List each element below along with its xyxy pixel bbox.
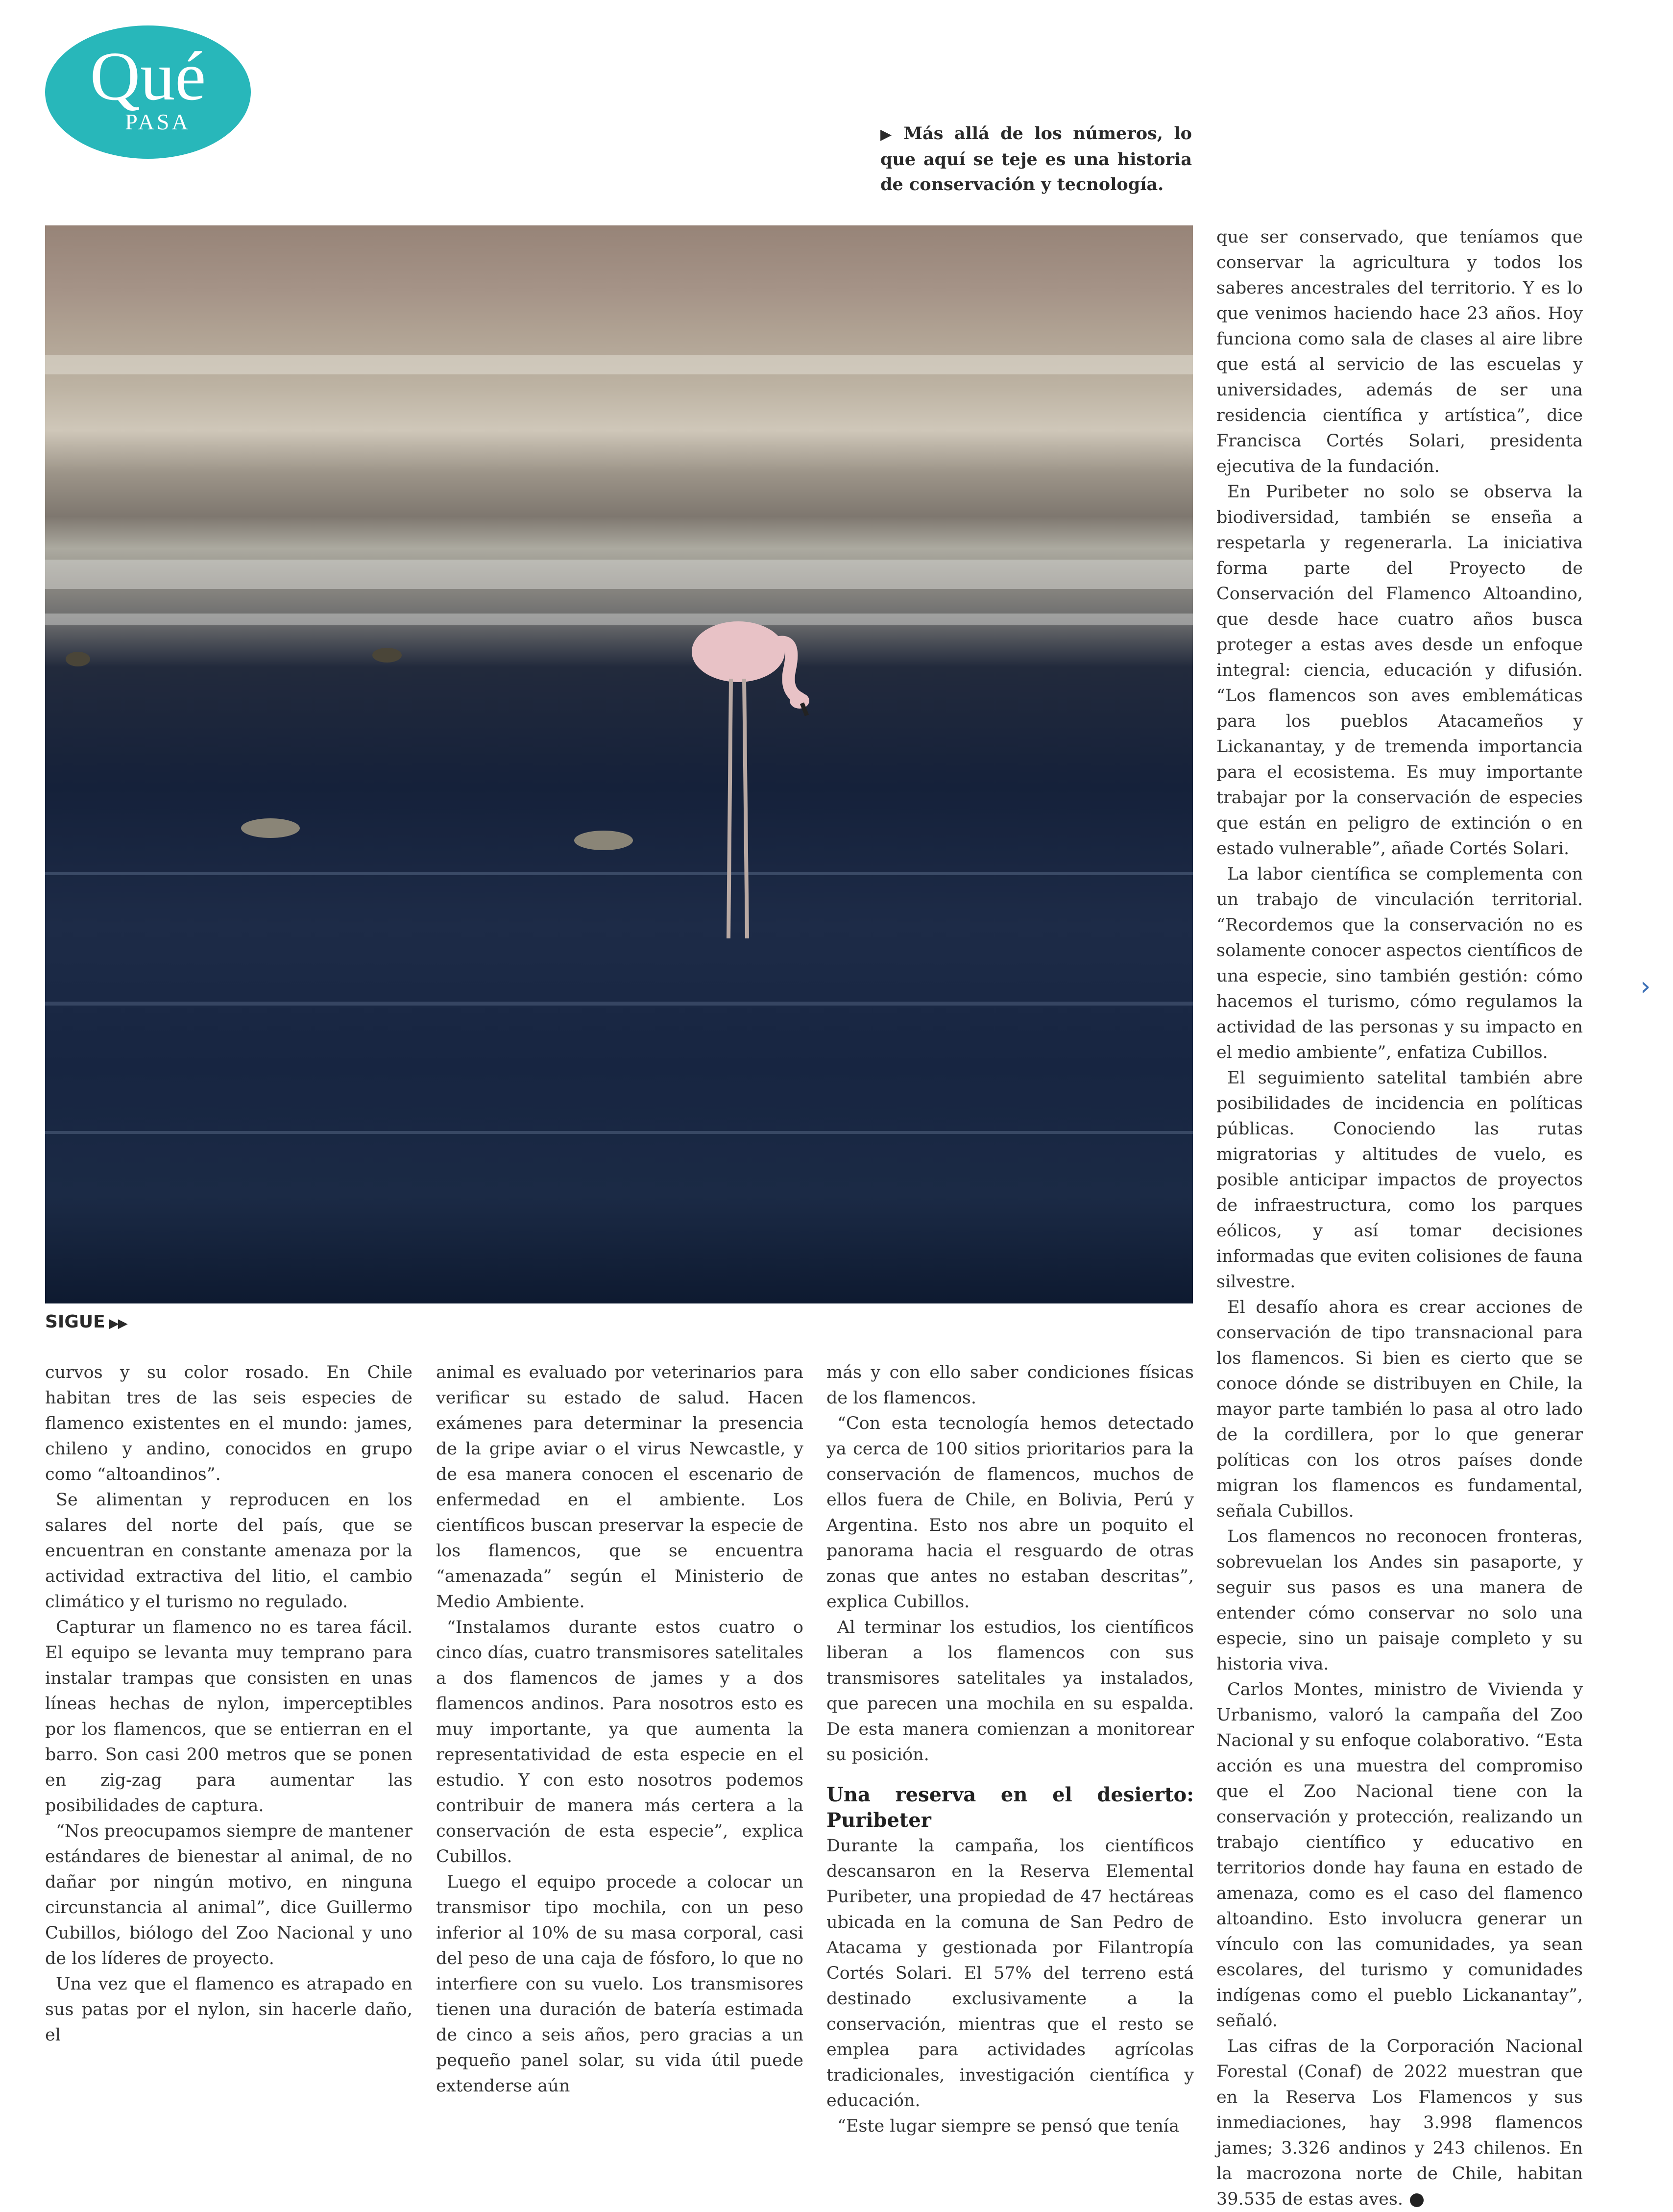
article-column-2 xyxy=(436,1360,803,2096)
paragraph: Capturar un flamenco no es tarea fácil. El equipo se levanta muy temprano para instalar trampas que consisten en unas líneas hechas de nylon, imperceptibles por los flamencos, que se entierran en el barro. Son casi 200 metros que se ponen en zig-zag para aumentar las posibilidades de captura. xyxy=(45,1618,412,1816)
paragraph: La labor científica se complementa con un trabajo de vinculación territorial. “Recordemos que la conservación no es solamente conocer aspectos científicos de una especie, sino también gestión: cómo hacemos el turismo, cómo regulamos la actividad de las personas y su impacto en el medio ambiente”, enfatiza Cubillos. xyxy=(1216,864,1583,1062)
end-of-article-icon xyxy=(1410,2193,1424,2207)
paragraph: “Instalamos durante estos cuatro o cinco días, cuatro transmisores satelitales a dos flamencos de james y a dos flamencos andinos. Para nosotros esto es muy importante, ya que aumenta la representatividad de esta especie en el estudio. Y con esto nosotros podemos contribuir de manera más certera a la conservación de esta especie”, explica Cubillos. xyxy=(436,1618,803,1867)
photo-salt-band xyxy=(45,560,1193,589)
paragraph: “Nos preocupamos siempre de mantener estándares de bienestar al animal, de no dañar por ningún motivo, en ninguna circunstancia al animal”, dice Guillermo Cubillos, biólogo del Zoo Nacional y uno de los líderes de proyecto. xyxy=(45,1821,412,1968)
paragraph: Luego el equipo procede a colocar un transmisor tipo mochila, con un peso inferior al 10% de su masa corporal, casi del peso de una caja de fósforo, lo que no interfiere con su vuelo. Los transmisores tienen una duración de batería estimada de cinco a seis años, pero gracias a un pequeño panel solar, su vida útil puede extenderse aún xyxy=(436,1872,803,2096)
double-arrow-icon: ▶▶ xyxy=(109,1316,127,1331)
photo-bird xyxy=(372,648,402,663)
paragraph: más y con ello saber condiciones físicas de los flamencos. xyxy=(826,1363,1194,1408)
photo-bird xyxy=(66,652,90,666)
paragraph: El desafío ahora es crear acciones de conservación de tipo transnacional para los flamencos. Si bien es cierto que se conoce dónde se distribuyen en Chile, la mayor parte también lo pasa al otro lado de la cordillera, por lo que generar políticas con los otros países donde migran los flamencos es fundamental, señala Cubillos. xyxy=(1216,1298,1583,1521)
logo-main-text: Qué xyxy=(90,37,206,115)
paragraph: “Este lugar siempre se pensó que tenía xyxy=(837,2116,1179,2136)
sigue-label xyxy=(45,1312,127,1332)
paragraph: Carlos Montes, ministro de Vivienda y Urbanismo, valoró la campaña del Zoo Nacional y su enfoque colaborativo. “Esta acción es una muestra del compromiso que el Zoo Nacional tiene con la conservación y protección, realizando un trabajo científico y educativo en territorios donde hay fauna en estado de amenaza, como es el caso del flamenco altoandino. Esto involucra generar un vínculo con las comunidades, ya sean escolares, del turismo y comunidades indígenas como el pueblo Lickanantay”, señaló. xyxy=(1216,1680,1583,2031)
article-column-4 xyxy=(1216,224,1583,2209)
paragraph: animal es evaluado por veterinarios para verificar su estado de salud. Hacen exámenes para determinar la presencia de la gripe aviar o el virus Newcastle, y de esa manera conocen el escenario de enfermedad en el ambiente. Los científicos buscan preservar la especie de los flamencos, que se encuentra “amenazada” según el Ministerio de Medio Ambiente. xyxy=(436,1363,803,1612)
article-column-3 xyxy=(826,1360,1194,2136)
paragraph: El seguimiento satelital también abre posibilidades de incidencia en políticas públicas. Conociendo las rutas migratorias y altitudes de vuelo, es posible anticipar impactos de proyectos de infraestructura, como los parques eólicos, y así tomar decisiones informadas que eviten colisiones de fauna silvestre. xyxy=(1216,1068,1583,1292)
photo-salt-band xyxy=(45,614,1193,625)
paragraph-final xyxy=(1216,2034,1583,2212)
paragraph-final-text: Las cifras de la Corporación Nacional Forestal (Conaf) de 2022 muestran que en la Reserva Los Flamencos y sus inmediaciones, hay 3.998 flamencos james; 3.326 andinos y 243 chilenos. En la macrozona norte de Chile, habitan 39.535 de estas aves. xyxy=(1216,2037,1583,2209)
caption-arrow-icon: ▶ xyxy=(880,126,897,143)
photo-bird xyxy=(574,831,633,850)
paragraph: Una vez que el flamenco es atrapado en sus patas por el nylon, sin hacerle daño, el xyxy=(45,1974,412,2045)
sigue-text: SIGUE xyxy=(45,1312,105,1332)
article-column-1 xyxy=(45,1360,412,2045)
paragraph: Los flamencos no reconocen fronteras, sobrevuelan los Andes sin pasaporte, y seguir sus pasos es una manera de entender cómo conservar no solo una especie, sino un paisaje completo y su historia viva. xyxy=(1216,1527,1583,1674)
paragraph: En Puribeter no solo se observa la biodiversidad, también se enseña a respetarla y regenerarla. La iniciativa forma parte del Proyecto de Conservación del Flamenco Altoandino, que desde hace cuatro años busca proteger a estas aves desde un enfoque integral: ciencia, educación y difusión. “Los flamencos son aves emblemáticas para los pueblos Atacameños y Lickanantay, y de tremenda importancia para el ecosistema. Es muy importante trabajar por la conservación de especies que están en peligro de extinción o en estado vulnerable”, añade Cortés Solari. xyxy=(1216,482,1583,859)
photo-bird xyxy=(241,818,300,838)
photo-caption xyxy=(880,121,1192,197)
photo-water-ripple xyxy=(45,872,1193,875)
flamingo-photo xyxy=(45,225,1193,1303)
paragraph: curvos y su color rosado. En Chile habitan tres de las seis especies de flamenco existentes en el mundo: james, chileno y andino, conocidos en grupo como “altoandinos”. xyxy=(45,1363,412,1484)
paragraph: que ser conservado, que teníamos que conservar la agricultura y todos los saberes ancestrales del territorio. Y es lo que venimos haciendo hace 23 años. Hoy funciona como sala de clases al aire libre que está al servicio de las escuelas y universidades, además de ser una residencia científica y artística”, dice Francisca Cortés Solari, presidenta ejecutiva de la fundación. xyxy=(1216,227,1583,476)
photo-water-ripple xyxy=(45,1002,1193,1006)
photo-water-ripple xyxy=(45,1131,1193,1134)
que-pasa-logo xyxy=(45,25,251,159)
section-subheading: Una reserva en el desierto: Puribeter xyxy=(826,1783,1194,1832)
logo-sub-text: PASA xyxy=(125,109,191,134)
paragraph: Al terminar los estudios, los científicos liberan a los flamencos con sus transmisores satelitales ya instalados, que parecen una mochila en su espalda. De esta manera comienzan a monitorear su posición. xyxy=(826,1618,1194,1765)
paragraph: Durante la campaña, los científicos descansaron en la Reserva Elemental Puribeter, una propiedad de 47 hectáreas ubicada en la comuna de San Pedro de Atacama y gestionada por Filantropía Cortés Solari. El 57% del terreno está destinado exclusivamente a la conservación, mientras que el resto se emplea para actividades agrícolas tradicionales, investigación científica y educación. xyxy=(826,1836,1194,2111)
chevron-right-icon[interactable]: › xyxy=(1640,971,1651,1002)
paragraph: Se alimentan y reproducen en los salares del norte del país, que se encuentran en constante amenaza por la actividad extractiva del litio, el cambio climático y el turismo no regulado. xyxy=(45,1490,412,1612)
flamingo-figure xyxy=(684,605,807,943)
paragraph: “Con esta tecnología hemos detectado ya cerca de 100 sitios prioritarios para la conservación de flamencos, muchos de ellos fuera de Chile, en Bolivia, Perú y Argentina. Esto nos abre un poquito el panorama hacia el resguardo de otras zonas que antes no estaban descritas”, explica Cubillos. xyxy=(826,1414,1194,1612)
photo-salt-band xyxy=(45,355,1193,374)
caption-text: Más allá de los números, lo que aquí se teje es una historia de conservación y tecnología. xyxy=(880,123,1192,195)
